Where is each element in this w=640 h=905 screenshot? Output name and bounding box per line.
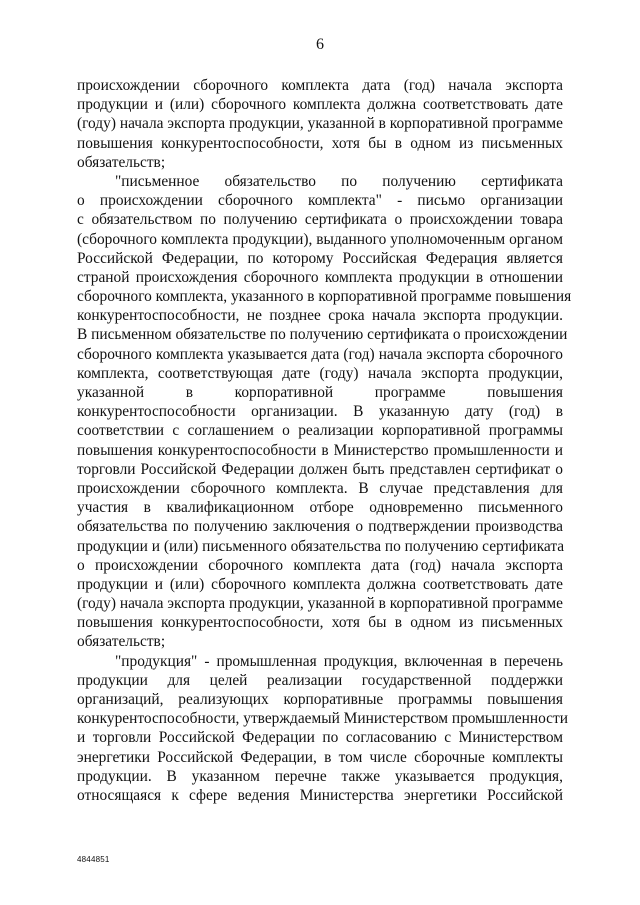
text-line: энергетики Российской Федерации, в том числе сборочные комплекты [77, 748, 563, 766]
text-line: повышения конкурентоспособности, хотя бы в одном из письменных [77, 614, 563, 632]
text-line: соответствии с соглашением о реализации корпоративной программы [77, 422, 563, 440]
text-line: продукции. В указанном перечне также указывается продукция, [77, 767, 563, 785]
text-line: участия в квалификационном отборе одновременно письменного [77, 499, 563, 517]
page-number: 6 [316, 36, 324, 53]
text-line: конкурентоспособности организации. В указанную дату (год) в [77, 403, 563, 421]
text-line: о происхождении сборочного комплекта дата (год) начала экспорта [77, 556, 563, 574]
text-line: продукции для целей реализации государственной поддержки [77, 671, 563, 689]
text-line: повышения конкурентоспособности, хотя бы в одном из письменных [77, 134, 563, 152]
text-line: В письменном обязательстве по получению сертификата о происхождении [77, 326, 568, 344]
text-line: страной происхождения сборочного комплекта продукции в отношении [77, 268, 563, 286]
text-line: сборочного комплекта указывается дата (год) начала экспорта сборочного [77, 345, 563, 363]
text-line: "продукция" - промышленная продукция, включенная в перечень [115, 652, 563, 670]
text-line: Российской Федерации, по которому Российская Федерация является [77, 249, 563, 267]
text-line: комплекта, соответствующая дате (году) начала экспорта продукции, [77, 364, 563, 382]
text-line: относящаяся к сфере ведения Министерства энергетики Российской [77, 786, 563, 804]
text-line: продукции и (или) сборочного комплекта должна соответствовать дате [77, 96, 563, 114]
text-line: (сборочного комплекта продукции), выданного уполномоченным органом [77, 230, 563, 248]
text-line: сборочного комплекта, указанного в корпоративной программе повышения [77, 288, 572, 306]
text-line: указанной в корпоративной программе повышения [77, 384, 563, 401]
text-line: (году) начала экспорта продукции, указанной в корпоративной программе [77, 595, 563, 613]
text-line: организаций, реализующих корпоративные программы повышения [77, 691, 563, 708]
text-line: конкурентоспособности, утверждаемый Министерством промышленности [77, 710, 568, 728]
body-text [77, 76, 572, 805]
text-line: повышения конкурентоспособности в Министерство промышленности и [77, 441, 563, 459]
text-line: обязательств; [77, 153, 166, 171]
text-line: конкурентоспособности, не позднее срока начала экспорта продукции. [77, 307, 563, 325]
text-line: продукции и (или) письменного обязательства по получению сертификата [77, 537, 565, 555]
text-line: обязательств; [77, 633, 166, 651]
text-line: происхождении сборочного комплекта дата (год) начала экспорта [77, 77, 563, 94]
text-line: торговли Российской Федерации должен быть представлен сертификат о [77, 460, 563, 478]
text-line: о происхождении сборочного комплекта" - письмо организации [77, 192, 563, 210]
document-code: 4844851 [77, 855, 110, 864]
text-line: и торговли Российской Федерации по согласованию с Министерством [77, 729, 563, 747]
text-line: обязательства по получению заключения о подтверждении производства [77, 518, 563, 536]
text-line: "письменное обязательство по получению сертификата [115, 172, 563, 190]
text-line: (году) начала экспорта продукции, указанной в корпоративной программе [77, 115, 563, 133]
text-line: продукции и (или) сборочного комплекта должна соответствовать дате [77, 575, 563, 593]
text-line: с обязательством по получению сертификата о происхождении товара [77, 211, 563, 229]
text-line: происхождении сборочного комплекта. В случае представления для [77, 479, 563, 497]
